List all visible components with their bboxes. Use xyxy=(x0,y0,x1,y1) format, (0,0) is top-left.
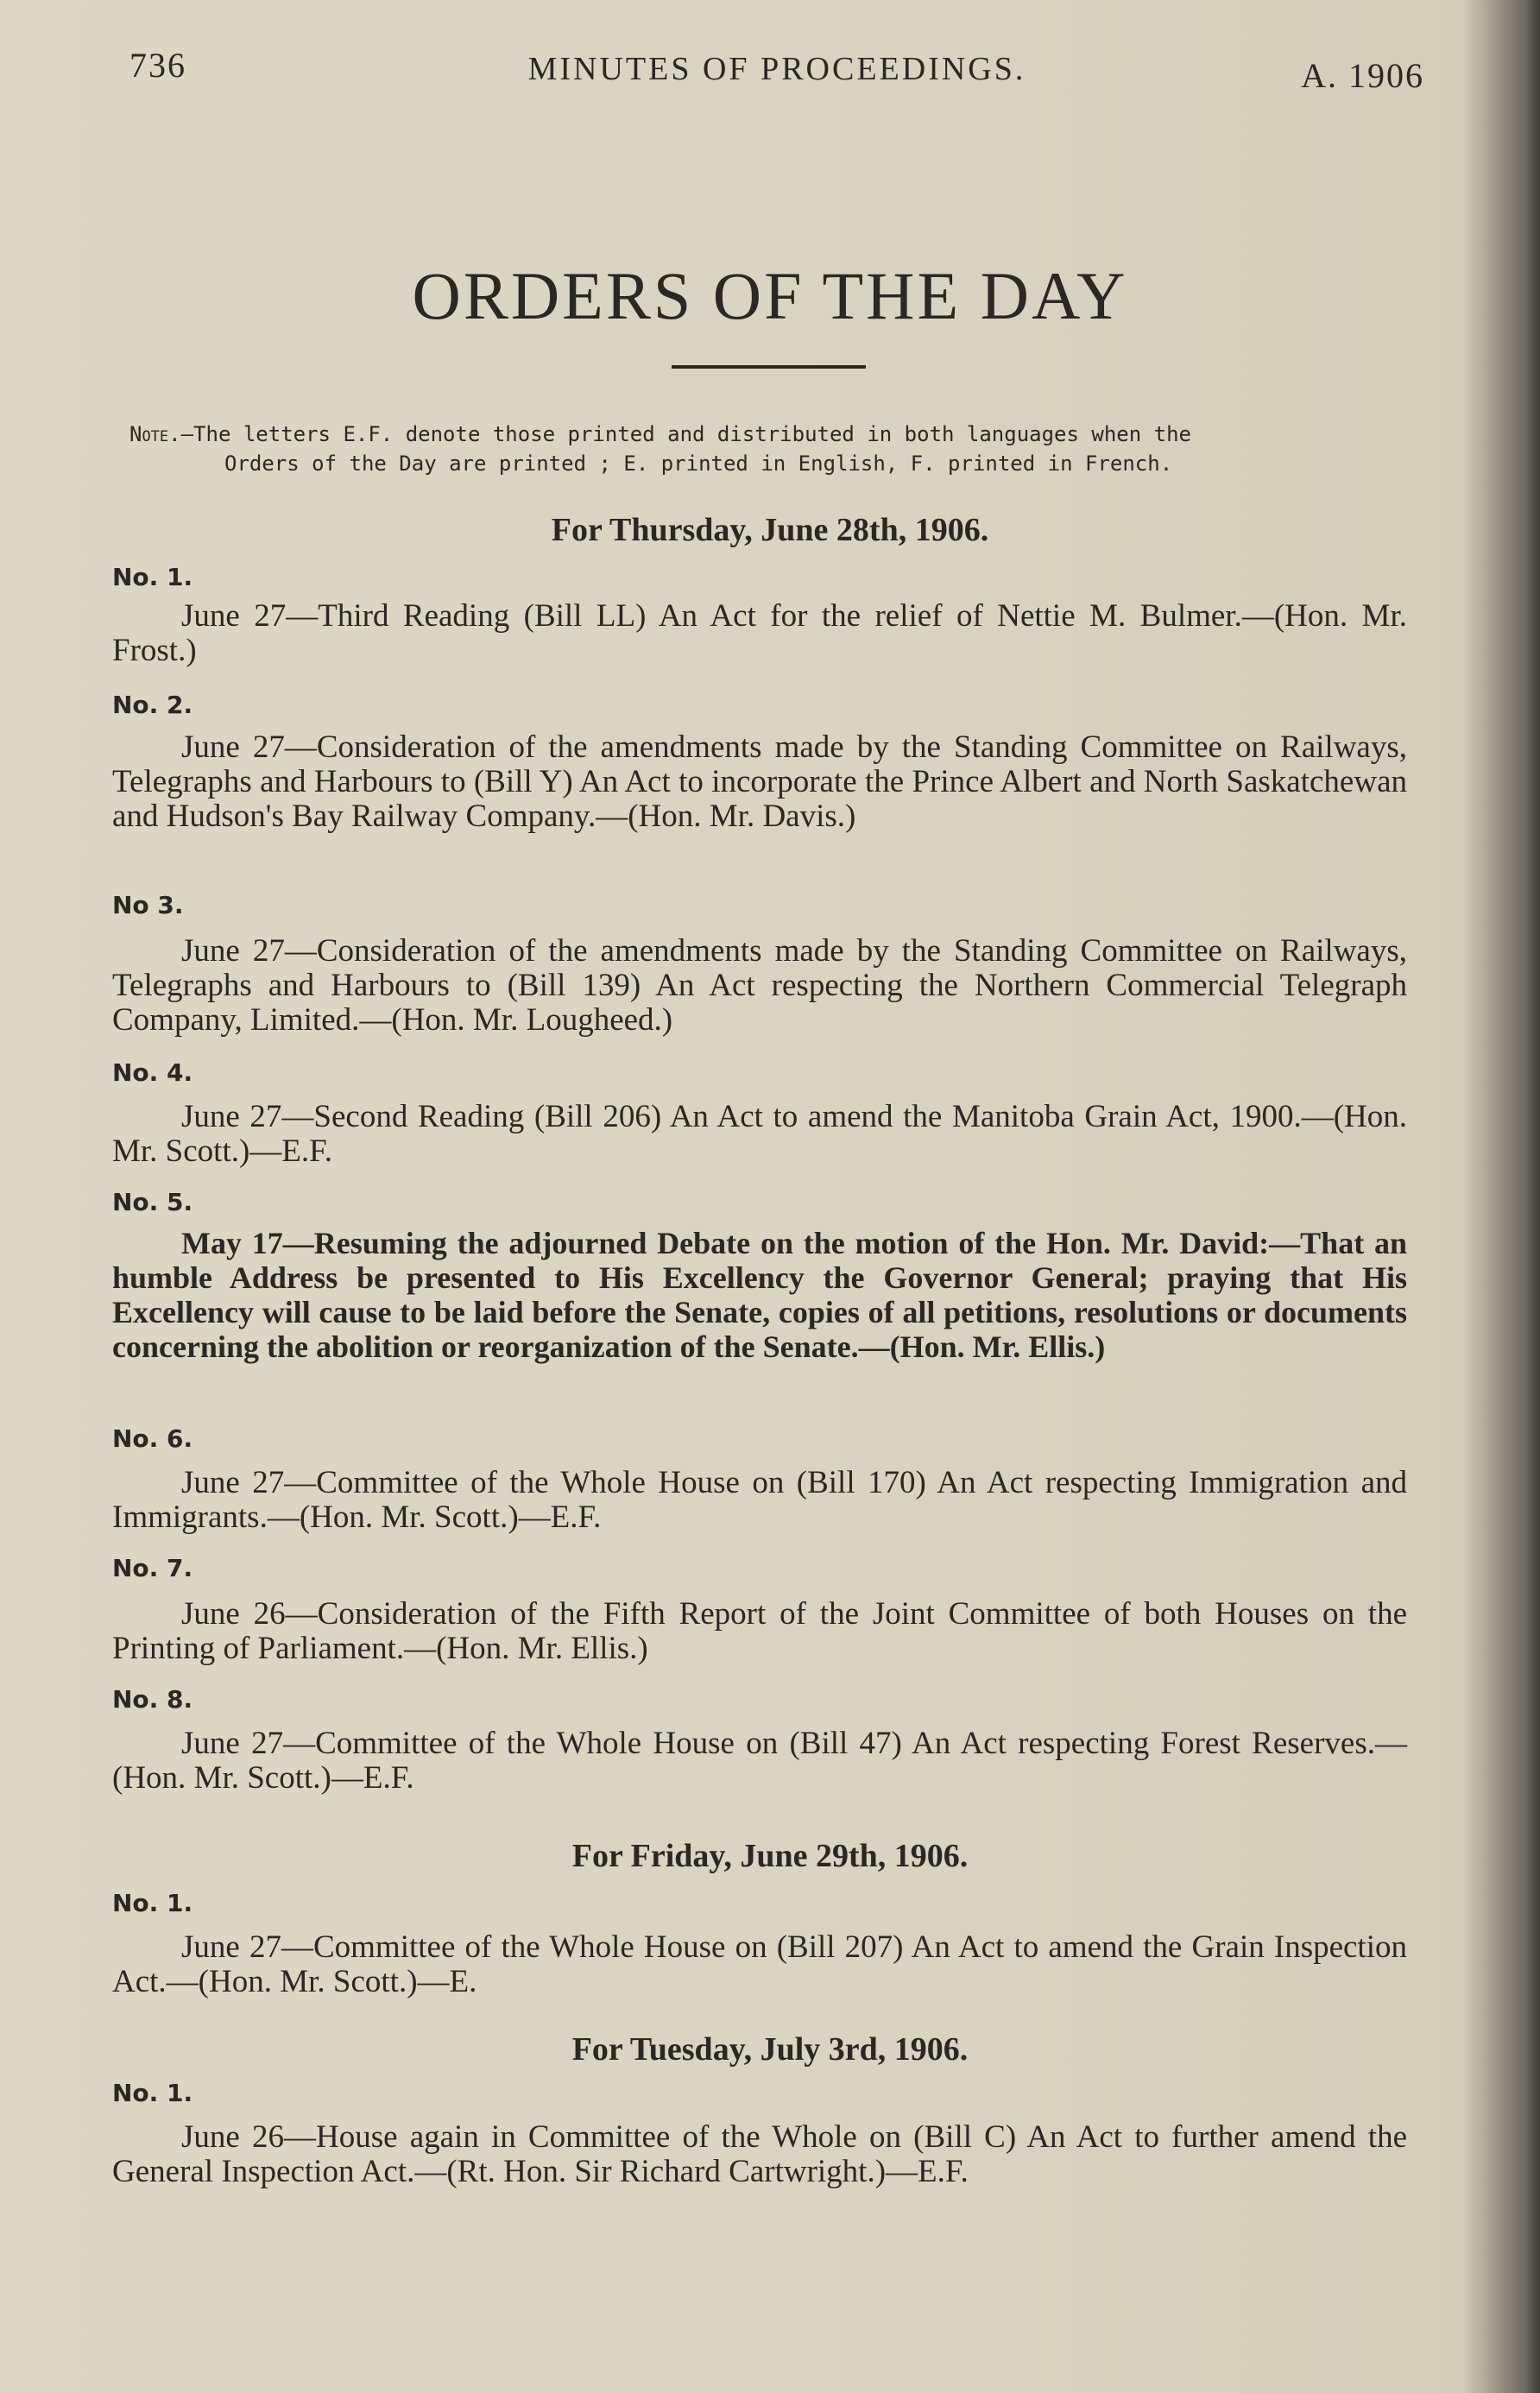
order-item xyxy=(112,1727,1407,1796)
item-number: No. 7. xyxy=(112,1554,193,1582)
item-text: June 27—Committee of the Whole House on (Bill 170) An Act respecting Immigration and Immigrants.—(Hon. Mr. Scott.)—E.F. xyxy=(112,1465,1407,1535)
item-number: No. 1. xyxy=(112,563,193,591)
item-text: June 26—Consideration of the Fifth Report of the Joint Committee of both Houses on the Printing of Parliament.—(Hon. Mr. Ellis.) xyxy=(112,1596,1407,1666)
section-heading: For Tuesday, July 3rd, 1906. xyxy=(571,2031,969,2068)
order-item xyxy=(112,730,1407,834)
note-label: Note. xyxy=(129,422,181,446)
item-text: June 27—Committee of the Whole House on (Bill 47) An Act respecting Forest Reserves.—(Hon. Mr. Scott.)—E.F. xyxy=(112,1726,1407,1796)
item-number: No. 6. xyxy=(112,1424,193,1453)
item-text: June 27—Third Reading (Bill LL) An Act for the relief of Nettie M. Bulmer.—(Hon. Mr. Frost.) xyxy=(112,598,1407,668)
item-text: June 27—Committee of the Whole House on (Bill 207) An Act to amend the Grain Inspection Act.—(Hon. Mr. Scott.)—E. xyxy=(112,1929,1407,1999)
note xyxy=(129,420,1416,478)
order-item xyxy=(112,2120,1407,2189)
section-heading: For Friday, June 29th, 1906. xyxy=(571,1838,969,1874)
note-line-2: Orders of the Day are printed ; E. printed in English, F. printed in French. xyxy=(224,451,1173,476)
order-item xyxy=(112,934,1407,1038)
item-number: No. 8. xyxy=(112,1685,193,1714)
order-item xyxy=(112,599,1407,668)
note-line-1: —The letters E.F. denote those printed and distributed in both languages when the xyxy=(180,422,1191,446)
order-item xyxy=(112,1466,1407,1535)
page-number: 736 xyxy=(129,46,186,85)
section-heading: For Thursday, June 28th, 1906. xyxy=(551,512,989,548)
session-year: A. 1906 xyxy=(1301,56,1424,95)
title-rule xyxy=(672,365,866,369)
item-text: May 17—Resuming the adjourned Debate on the motion of the Hon. Mr. David:—That an humble Address be presented to His Excellency the Governor General; praying that His Excellency will cause to be laid before the Senate, copies of all petitions, resolutions or documents concerning the abolition or reorganization of the Senate.—(Hon. Mr. Ellis.) xyxy=(112,1226,1407,1364)
item-number: No 3. xyxy=(112,891,184,919)
item-number: No. 1. xyxy=(112,2079,193,2107)
order-item xyxy=(112,1226,1407,1364)
running-title: MINUTES OF PROCEEDINGS. xyxy=(527,51,1026,87)
item-text: June 26—House again in Committee of the Whole on (Bill C) An Act to further amend the General Inspection Act.—(Rt. Hon. Sir Richard Cartwright.)—E.F. xyxy=(112,2119,1407,2189)
page-title: ORDERS OF THE DAY xyxy=(412,258,1128,333)
item-text: June 27—Second Reading (Bill 206) An Act to amend the Manitoba Grain Act, 1900.—(Hon. Mr. Scott.)—E.F. xyxy=(112,1099,1407,1169)
running-head xyxy=(129,45,1424,97)
item-number: No. 4. xyxy=(112,1058,193,1087)
item-text: June 27—Consideration of the amendments made by the Standing Committee on Railways, Telegraphs and Harbours to (Bill 139) An Act respecting the Northern Commercial Telegraph Company, Limited.—(Hon. Mr. Lougheed.) xyxy=(112,933,1407,1038)
order-item xyxy=(112,1100,1407,1169)
order-item xyxy=(112,1597,1407,1666)
item-number: No. 2. xyxy=(112,691,193,719)
order-item xyxy=(112,1930,1407,1999)
item-number: No. 1. xyxy=(112,1889,193,1917)
item-number: No. 5. xyxy=(112,1188,193,1216)
item-text: June 27—Consideration of the amendments made by the Standing Committee on Railways, Telegraphs and Harbours to (Bill Y) An Act to incorporate the Prince Albert and North Saskatchewan and Hudson's Bay Railway Company.—(Hon. Mr. Davis.) xyxy=(112,729,1407,834)
